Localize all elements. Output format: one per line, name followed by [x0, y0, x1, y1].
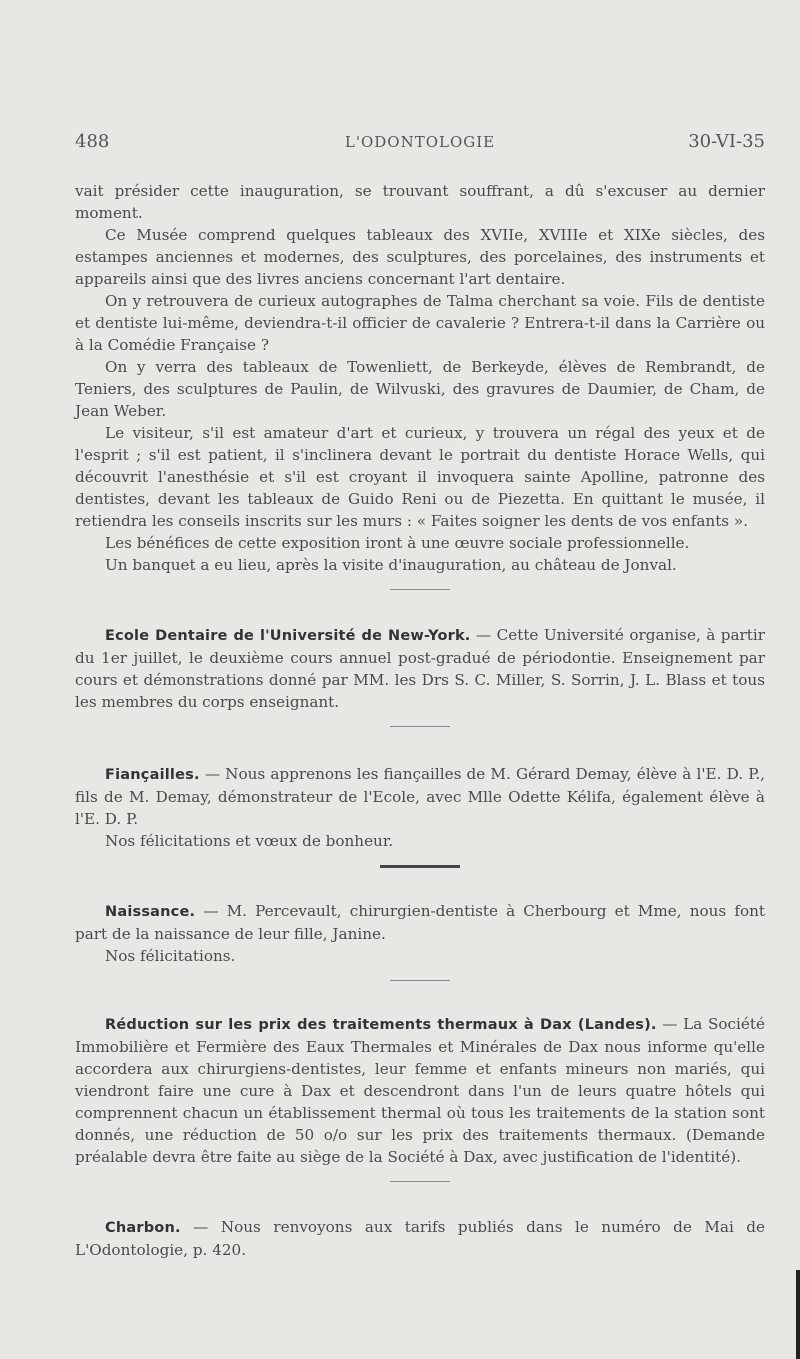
museum-paragraph-2: Ce Musée comprend quelques tableaux des XVIIe, XVIIIe et XIXe siècles, des estampes anciennes et modernes, des sculptures, des porcelaines, des instruments et appareils ainsi que des livres anciens concernant l'art dentaire. [75, 226, 765, 288]
museum-paragraph-3: On y retrouvera de curieux autographes de Talma cherchant sa voie. Fils de dentiste et dentiste lui-même, deviendra-t-il officier de cavalerie ? Entrera-t-il dans la Carrière ou à la Comédie Française ? [75, 292, 765, 354]
ecole-section [75, 624, 765, 713]
museum-paragraph-5: Le visiteur, s'il est amateur d'art et curieux, y trouvera un régal des yeux et de l'esprit ; s'il est patient, il s'inclinera devant le portrait du dentiste Horace Wells, qui découvrit l'anesthésie et s'il est croyant il invoquera sainte Apolline, patronne des dentistes, devant les tableaux de Guido Reni ou de Piezetta. En quittant le musée, il retiendra les conseils inscrits sur les murs : « Faites soigner les dents de vos enfants ». [75, 424, 765, 530]
fiancailles-section [75, 763, 765, 852]
museum-paragraph-7: Un banquet a eu lieu, après la visite d'inauguration, au château de Jonval. [105, 556, 677, 574]
charbon-text: — Nous renvoyons aux tarifs publiés dans le numéro de Mai de L'Odontologie, p. 420. [75, 1218, 765, 1259]
section-divider [390, 589, 450, 590]
naissance-section [75, 900, 765, 967]
museum-paragraph-6: Les bénéfices de cette exposition iront à une œuvre sociale professionnelle. [105, 534, 690, 552]
naissance-paragraph-2: Nos félicitations. [105, 947, 236, 965]
charbon-section [75, 1216, 765, 1261]
issue-date: 30-VI-35 [688, 131, 765, 152]
section-divider-thick [380, 865, 460, 868]
fiancailles-text: — Nous apprenons les fiançailles de M. Gérard Demay, élève à l'E. D. P., fils de M. Demay, démonstrateur de l'Ecole, avec Mlle Odette Kélifa, également élève à l'E. D. P. [75, 765, 765, 828]
museum-paragraph-4: On y verra des tableaux de Towenliett, de Berkeyde, élèves de Rembrandt, de Teniers, des sculptures de Paulin, de Wilvuski, des gravures de Daumier, de Cham, de Jean Weber. [75, 358, 765, 420]
fiancailles-paragraph-2: Nos félicitations et vœux de bonheur. [105, 832, 394, 850]
journal-title: L'ODONTOLOGIE [344, 133, 496, 151]
charbon-heading: Charbon. [105, 1220, 181, 1236]
section-divider [390, 1181, 450, 1182]
reduction-heading: Réduction sur les prix des traitements thermaux à Dax (Landes). [105, 1017, 657, 1033]
naissance-heading: Naissance. [105, 904, 196, 920]
reduction-text: — La Société Immobilière et Fermière des Eaux Thermales et Minérales de Dax nous informe qu'elle accordera aux chirurgiens-dentistes, leur femme et enfants mineurs non mariés, qui viendront faire une cure à Dax et descendront dans l'un de leurs quatre hôtels qui comprennent chacun un établissement thermal où tous les traitements de la station sont donnés, une réduction de 50 o/o sur les prix des traitements thermaux. (Demande préalable devra être faite au siège de la Société à Dax, avec justification de l'identité). [75, 1015, 765, 1166]
fiancailles-heading: Fiançailles. [105, 767, 200, 783]
section-divider [390, 980, 450, 981]
museum-paragraph-1: vait présider cette inauguration, se trouvant souffrant, a dû s'excuser au dernier moment. [75, 182, 765, 222]
section-divider [390, 726, 450, 727]
ecole-heading: Ecole Dentaire de l'Université de New-York. [105, 628, 471, 644]
museum-section [75, 180, 765, 576]
reduction-section [75, 1013, 765, 1168]
running-header [75, 131, 765, 155]
page-edge-shadow [796, 1270, 800, 1359]
page-number: 488 [75, 131, 110, 152]
naissance-text: — M. Percevault, chirurgien-dentiste à Cherbourg et Mme, nous font part de la naissance de leur fille, Janine. [75, 902, 765, 943]
ecole-text: — Cette Université organise, à partir du 1er juillet, le deuxième cours annuel post-gradué de périodontie. Enseignement par cours et démonstrations donné par MM. les Drs S. C. Miller, S. Sorrin, J. L. Blass et tous les membres du corps enseignant. [75, 626, 765, 711]
article-body [75, 180, 765, 1261]
